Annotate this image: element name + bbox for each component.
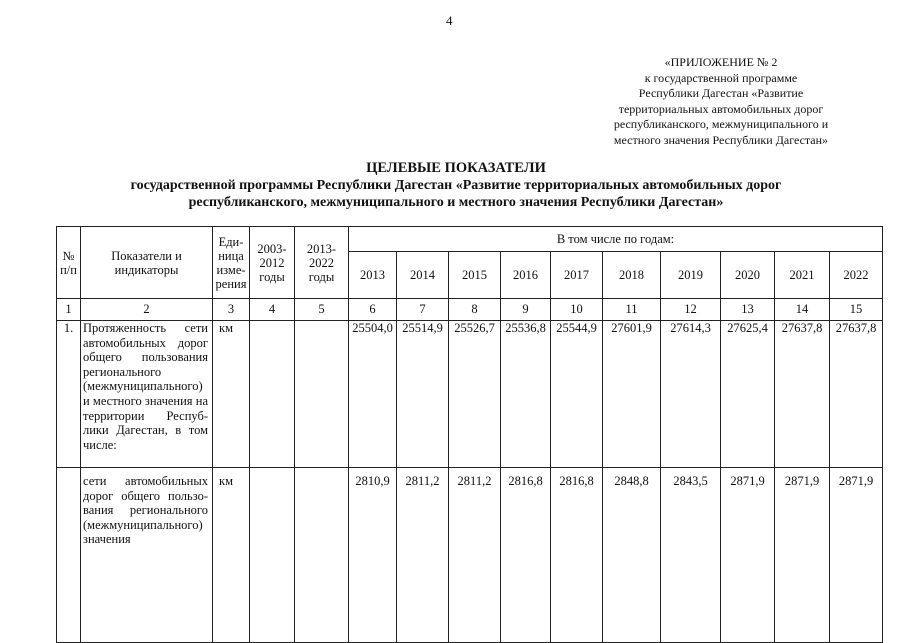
row-value: 27614,3 <box>661 321 721 468</box>
column-number: 13 <box>721 299 775 321</box>
row-value: 25526,7 <box>449 321 501 468</box>
row-period-2013-2022 <box>295 468 349 643</box>
table-row <box>57 468 883 643</box>
header-indicator: Показатели и индикаторы <box>81 227 213 299</box>
row-value: 2843,5 <box>661 468 721 643</box>
row-value: 2810,9 <box>349 468 397 643</box>
row-value: 2811,2 <box>449 468 501 643</box>
title-subline: государственной программы Республики Дагестан «Развитие территориальных автомобильных дорог <box>130 178 782 193</box>
header-year: 2016 <box>501 252 551 299</box>
column-number: 12 <box>661 299 721 321</box>
row-number: 1. <box>57 321 81 468</box>
column-number: 2 <box>81 299 213 321</box>
title-heading: ЦЕЛЕВЫЕ ПОКАЗАТЕЛИ <box>366 160 546 176</box>
header-year: 2018 <box>603 252 661 299</box>
column-number: 11 <box>603 299 661 321</box>
row-unit: км <box>213 468 250 643</box>
header-year: 2015 <box>449 252 501 299</box>
row-period-2003-2012 <box>250 321 295 468</box>
appendix-line: республиканского, межмуниципального и <box>613 117 829 132</box>
row-value: 2811,2 <box>397 468 449 643</box>
column-number: 6 <box>349 299 397 321</box>
row-value: 2871,9 <box>721 468 775 643</box>
row-value: 2848,8 <box>603 468 661 643</box>
row-unit: км <box>213 321 250 468</box>
row-indicator: Протяженность сети автомобильных дорог общего пользования регионального (межмуниципального) и местного значения на территории Респуб-лики Дагестан, в том числе: <box>81 321 213 468</box>
column-number: 3 <box>213 299 250 321</box>
header-year: 2021 <box>775 252 830 299</box>
column-numbers-row <box>57 299 883 321</box>
row-value: 2816,8 <box>501 468 551 643</box>
appendix-line: территориальных автомобильных дорог <box>618 101 824 116</box>
row-value: 25544,9 <box>551 321 603 468</box>
row-value: 25536,8 <box>501 321 551 468</box>
column-number: 1 <box>57 299 81 321</box>
column-number: 4 <box>250 299 295 321</box>
header-years-group: В том числе по годам: <box>349 227 883 252</box>
column-number: 15 <box>830 299 883 321</box>
column-number: 14 <box>775 299 830 321</box>
header-unit: Еди-ница изме-рения <box>213 227 250 299</box>
header-period-2013-2022: 2013-2022 годы <box>295 227 349 299</box>
row-value: 27637,8 <box>775 321 830 468</box>
row-value: 27601,9 <box>603 321 661 468</box>
document-title <box>60 160 852 211</box>
row-value: 25514,9 <box>397 321 449 468</box>
appendix-line: «ПРИЛОЖЕНИЕ № 2 <box>664 55 778 69</box>
column-number: 7 <box>397 299 449 321</box>
header-period-2003-2012: 2003-2012 годы <box>250 227 295 299</box>
row-value: 2816,8 <box>551 468 603 643</box>
header-year: 2017 <box>551 252 603 299</box>
appendix-line: к государственной программе <box>644 70 798 85</box>
row-indicator: сети автомобильных дорог общего пользо-вания регионального (межмуниципального) значения <box>81 468 213 643</box>
table-row <box>57 321 883 468</box>
column-number: 9 <box>501 299 551 321</box>
appendix-note <box>590 55 852 149</box>
header-year: 2020 <box>721 252 775 299</box>
appendix-line: местного значения Республики Дагестан» <box>613 132 829 147</box>
indicators-table <box>56 226 883 643</box>
column-number: 8 <box>449 299 501 321</box>
row-number <box>57 468 81 643</box>
header-year: 2022 <box>830 252 883 299</box>
page-number: 4 <box>446 13 453 28</box>
header-number: № п/п <box>57 227 81 299</box>
row-value: 25504,0 <box>349 321 397 468</box>
row-period-2003-2012 <box>250 468 295 643</box>
column-number: 5 <box>295 299 349 321</box>
header-year: 2019 <box>661 252 721 299</box>
title-subline: республиканского, межмуниципального и местного значения Республики Дагестан» <box>188 195 724 210</box>
appendix-line: Республики Дагестан «Развитие <box>638 86 804 101</box>
row-value: 2871,9 <box>775 468 830 643</box>
header-year: 2013 <box>349 252 397 299</box>
header-year: 2014 <box>397 252 449 299</box>
row-period-2013-2022 <box>295 321 349 468</box>
row-value: 27637,8 <box>830 321 883 468</box>
row-value: 27625,4 <box>721 321 775 468</box>
row-value: 2871,9 <box>830 468 883 643</box>
column-number: 10 <box>551 299 603 321</box>
